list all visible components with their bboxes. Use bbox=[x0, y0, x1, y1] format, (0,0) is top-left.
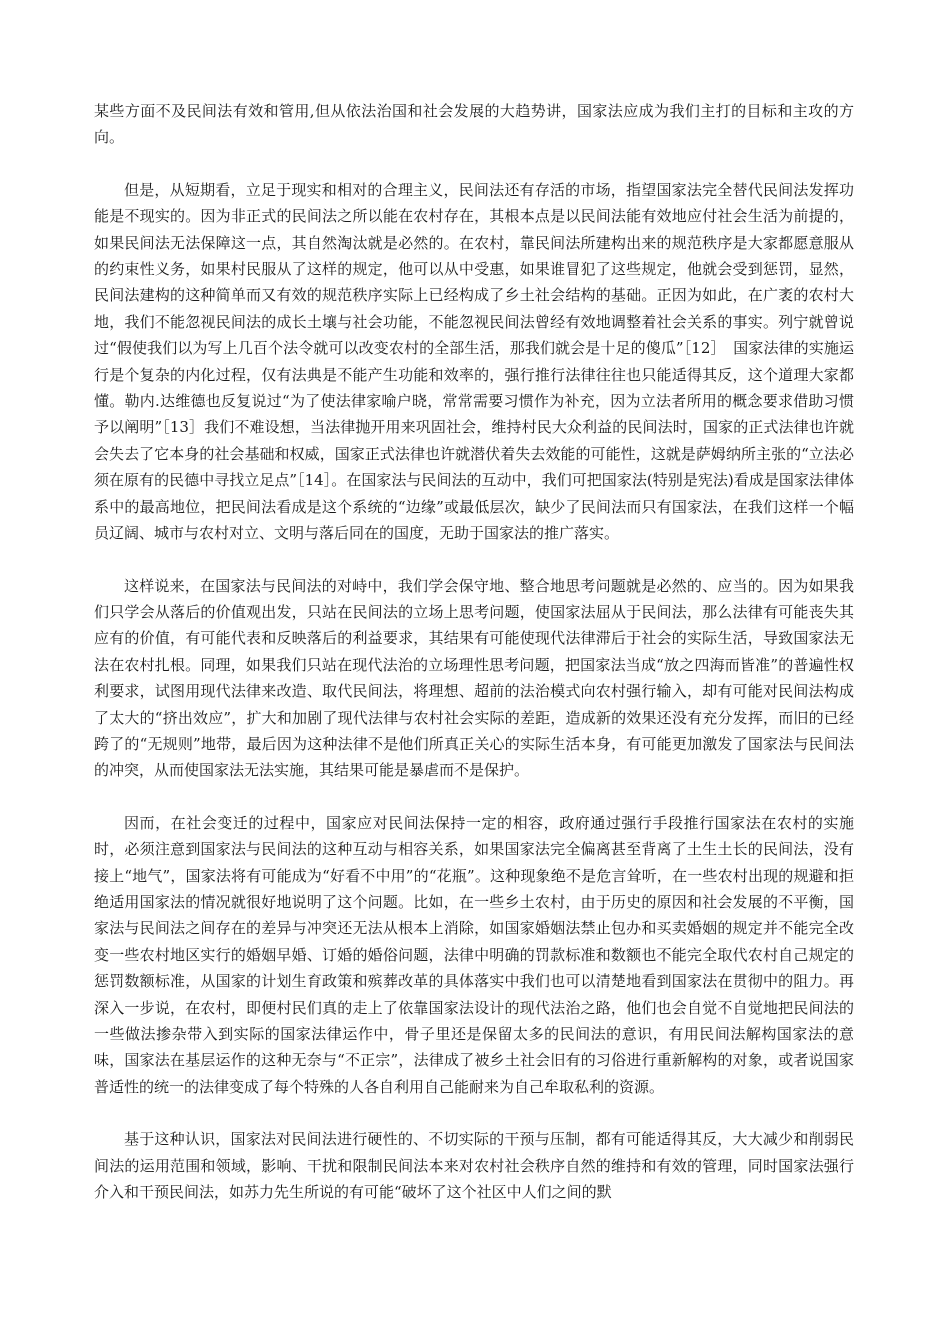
paragraph-short-term-view: 但是，从短期看，立足于现实和相对的合理主义，民间法还有存活的市场，指望国家法完全替代民间法发挥功能是不现实的。因为非正式的民间法之所以能在农村存在，其根本点是以民间法能有效地应付社会生活为前提的，如果民间法无法保障这一点，其自然淘汰就是必然的。在农村，靠民间法所建构出来的规范秩序是大家都愿意服从的约束性义务，如果村民服从了这样的规定，他可以从中受惠，如果谁冒犯了这些规定，他就会受到惩罚，显然，民间法建构的这种简单而又有效的规范秩序实际上已经构成了乡土社会结构的基础。正因为如此，在广袤的农村大地，我们不能忽视民间法的成长土壤与社会功能，不能忽视民间法曾经有效地调整着社会关系的事实。列宁就曾说过“假使我们以为写上几百个法令就可以改变农村的全部生活，那我们就会是十足的傻瓜”［12］ 国家法律的实施运行是个复杂的内化过程，仅有法典是不能产生功能和效率的，强行推行法律往往也只能适得其反，这个道理大家都懂。勒内.达维德也反复说过“为了使法律家喻户晓，常常需要习惯作为补充，因为立法者所用的概念要求借助习惯予以阐明”［13］我们不难设想，当法律抛开用来巩固社会，维持村民大众利益的民间法时，国家的正式法律也许就会失去了它本身的社会基础和权威，国家正式法律也许就潜伏着失去效能的可能性，这就是萨姆纳所主张的“立法必须在原有的民德中寻找立足点”［14］。在国家法与民间法的互动中，我们可把国家法(特别是宪法)看成是国家法律体系中的最高地位，把民间法看成是这个系统的“边缘”或最低层次，缺少了民间法而只有国家法，在我们这样一个幅员辽阔、城市与农村对立、文明与落后同在的国度，无助于国家法的推广落实。 bbox=[94, 180, 854, 543]
paragraph-social-change: 因而，在社会变迁的过程中，国家应对民间法保持一定的相容，政府通过强行手段推行国家法在农村的实施时，必须注意到国家法与民间法的这种互动与相容关系，如果国家法完全偏离甚至背离了土生土长的民间法，没有接上“地气”，国家法将有可能成为“好看不中用”的“花瓶”。这种现象绝不是危言耸听，在一些农村出现的规避和拒绝适用国家法的情况就很好地说明了这个问题。比如，在一些乡土农村，由于历史的原因和社会发展的不平衡，国家法与民间法之间存在的差异与冲突还无法从根本上消除，如国家婚姻法禁止包办和买卖婚姻的规定并不能完全改变一些农村地区实行的婚姻早婚、订婚的婚俗问题，法律中明确的罚款标准和数额也不能完全取代农村自己规定的惩罚数额标准，从国家的计划生育政策和殡葬改革的具体落实中我们也可以清楚地看到国家法在贯彻中的阻力。再深入一步说，在农村，即便村民们真的走上了依靠国家法设计的现代法治之路，他们也会自觉不自觉地把民间法的一些做法掺杂带入到实际的国家法律运作中，骨子里还是保留太多的民间法的意识，有用民间法解构国家法的意味，国家法在基层运作的这种无奈与“不正宗”，法律成了被乡土社会旧有的习俗进行重新解构的对象，或者说国家普适性的统一的法律变成了每个特殊的人各自利用自己能耐来为自己牟取私利的资源。 bbox=[94, 813, 854, 1096]
paragraph-confrontation: 这样说来，在国家法与民间法的对峙中，我们学会保守地、整合地思考问题就是必然的、应当的。因为如果我们只学会从落后的价值观出发，只站在民间法的立场上思考问题，使国家法屈从于民间法，那么法律有可能丧失其应有的价值，有可能代表和反映落后的利益要求，其结果有可能使现代法律滞后于社会的实际生活，导致国家法无法在农村扎根。同理，如果我们只站在现代法治的立场理性思考问题，把国家法当成“放之四海而皆准”的普遍性权利要求，试图用现代法律来改造、取代民间法，将理想、超前的法治模式向农村强行输入，却有可能对民间法构成了太大的“挤出效应”，扩大和加剧了现代法律与农村社会实际的差距，造成新的效果还没有充分发挥，而旧的已经跨了的“无规则”地带，最后因为这种法律不是他们所真正关心的实际生活本身，有可能更加激发了国家法与民间法的冲突，从而使国家法无法实施，其结果可能是暴虐而不是保护。 bbox=[94, 576, 854, 780]
paragraph-continuation: 某些方面不及民间法有效和管用,但从依法治国和社会发展的大趋势讲，国家法应成为我们主打的目标和主攻的方向。 bbox=[94, 102, 854, 147]
document-body bbox=[94, 98, 854, 1231]
paragraph-understanding: 基于这种认识，国家法对民间法进行硬性的、不切实际的干预与压制，都有可能适得其反，大大减少和削弱民间法的运用范围和领域，影响、干扰和限制民间法本来对农村社会秩序自然的维持和有效的管理，同时国家法强行介入和干预民间法，如苏力先生所说的有可能“破坏了这个社区中人们之间的默 bbox=[94, 1130, 854, 1202]
